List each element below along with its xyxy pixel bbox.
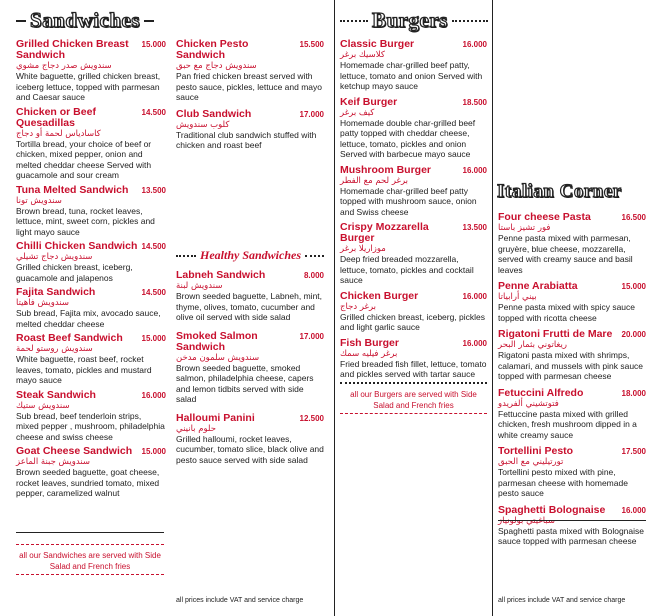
item-name: Four cheese Pasta <box>498 211 591 223</box>
italian-separator <box>498 520 646 521</box>
item-arabic: ريغاتوني بثمار البحر <box>498 340 568 350</box>
header-dash <box>16 20 26 22</box>
item-description: Penne pasta mixed with parmesan, gruyère, blue cheese, mozzarella, served with creamy sauce and basil leaves <box>498 233 633 275</box>
column-divider <box>334 0 335 616</box>
item-name: Fish Burger <box>340 336 399 349</box>
sandwiches-note: all our Sandwiches are served with Side Salad and French fries <box>19 551 161 571</box>
italian-header <box>497 181 647 203</box>
vat-footer: all prices include VAT and service charge <box>176 597 304 604</box>
column-divider <box>492 0 493 616</box>
item-name: Tortellini Pesto <box>498 445 574 457</box>
menu-item <box>16 333 166 386</box>
item-name: Fetuccini Alfredo <box>498 386 584 399</box>
menu-item <box>340 222 487 286</box>
item-price: 15.000 <box>141 334 166 343</box>
item-price: 16.000 <box>462 291 487 301</box>
healthy-header <box>176 248 324 263</box>
burgers-header <box>340 8 488 33</box>
item-name: Keif Burger <box>340 95 398 108</box>
item-arabic: سندويش لبنة <box>176 281 223 291</box>
item-arabic: سندويش جبنة الماعز <box>16 457 91 467</box>
item-description: Brown seeded baguette, smoked salmon, philadelphia cheese, capers and lemon tidbits served with side salad <box>176 362 314 404</box>
healthy-column <box>176 270 324 471</box>
item-price: 17.000 <box>299 109 324 119</box>
item-description: White baguette, roast beef, rocket leaves, tomato, pickles and mustard mayo sauce <box>16 354 152 385</box>
item-description: Homemade double char-grilled beef patty topped with cheddar cheese, lettuce, tomato, pickles and onion Served with barbecue mayo sauce <box>340 117 476 159</box>
menu-item <box>16 107 166 181</box>
menu-item <box>498 212 646 275</box>
item-arabic: برغر لحم مع الفطر <box>340 175 409 186</box>
menu-item <box>176 413 324 466</box>
menu-item <box>340 291 487 333</box>
sandwiches-header <box>16 8 166 33</box>
item-description: Traditional club sandwich stuffed with chicken and roast beef <box>176 129 317 150</box>
menu-item <box>16 185 166 238</box>
item-price: 17.000 <box>299 331 324 341</box>
item-arabic: موزاريلا برغر <box>340 244 386 254</box>
item-name: Classic Burger <box>340 38 415 50</box>
item-description: Spaghetti pasta mixed with Bolognaise sauce topped with parmesan cheese <box>498 525 645 546</box>
item-name: Roast Beef Sandwich <box>16 332 123 344</box>
item-arabic: كلوب سندويش <box>176 119 230 130</box>
header-dots <box>452 20 488 22</box>
item-description: Fettuccine pasta mixed with grilled chicken, fresh mushroom dipped in a white creamy sauce <box>498 408 637 440</box>
item-price: 18.000 <box>621 388 646 398</box>
item-price: 16.500 <box>621 213 646 222</box>
item-price: 16.000 <box>462 338 487 348</box>
item-arabic: فتوتشيني ألفريدو <box>498 398 559 409</box>
item-name: Halloumi Panini <box>176 411 255 424</box>
menu-item <box>340 338 487 380</box>
menu-item <box>340 39 487 92</box>
item-price: 8.000 <box>303 271 324 280</box>
menu-item <box>340 97 487 160</box>
item-description: Pan fried chicken breast served with pesto sauce, pickles, lettuce and mayo sauce <box>176 71 322 102</box>
menu-item <box>176 331 324 405</box>
note-dotted-separator <box>340 382 487 384</box>
item-name: Mushroom Burger <box>340 163 432 176</box>
item-arabic: سندويش دجاج مع حبق <box>176 61 257 71</box>
menu-item <box>16 390 166 443</box>
item-arabic: كيف برغر <box>340 107 375 118</box>
item-name: Labneh Sandwich <box>176 269 266 281</box>
menu-item <box>176 39 324 103</box>
item-description: Homemade char-grilled beef patty, lettuce, tomato and onion Served with ketchup mayo sauce <box>340 60 483 91</box>
item-name: Chicken Pesto Sandwich <box>176 38 249 61</box>
menu-item <box>176 270 324 323</box>
item-price: 15.500 <box>299 40 324 49</box>
item-name: Spaghetti Bolognaise <box>498 503 606 516</box>
item-name: Fajita Sandwich <box>16 286 96 298</box>
item-name: Goat Cheese Sandwich <box>16 445 133 457</box>
item-name: Club Sandwich <box>176 107 252 120</box>
item-description: Brown bread, tuna, rocket leaves, lettuce, mint, sweet corn, pickles and light mayo sauce <box>16 205 155 237</box>
note-dashed-separator <box>16 574 164 575</box>
menu-item <box>16 39 166 103</box>
item-price: 13.500 <box>462 223 487 232</box>
item-description: Rigatoni pasta mixed with shrimps, calamari, and mussels with pink sauce topped with parmesan cheese <box>498 350 644 381</box>
item-arabic: برغر دجاج <box>340 301 377 312</box>
item-price: 15.000 <box>621 282 646 291</box>
item-price: 13.500 <box>141 185 166 195</box>
item-name: Chicken Burger <box>340 289 419 302</box>
item-description: Grilled chicken breast, iceberg, guacamole and jalapenos <box>16 262 133 283</box>
item-description: Grilled halloumi, rocket leaves, cucumber, tomato slice, black olive and pesto sauce served with side salad <box>176 433 324 465</box>
vat-footer: all prices include VAT and service charge <box>498 597 626 604</box>
menu-item <box>176 109 324 151</box>
item-arabic: سندويش فاهيتا <box>16 298 70 308</box>
item-price: 16.000 <box>621 505 646 515</box>
item-description: Penne pasta mixed with spicy sauce topped with ricotta cheese <box>498 302 636 323</box>
item-arabic: تورتيليني مع الحبق <box>498 457 564 467</box>
item-description: Sub bread, Fajita mix, avocado sauce, melted cheddar cheese <box>16 308 161 329</box>
item-arabic: برغر فيليه سمك <box>340 348 398 359</box>
item-price: 14.500 <box>141 242 166 251</box>
sandwiches-title: Sandwiches <box>30 8 141 32</box>
menu-item <box>340 165 487 218</box>
item-arabic: سندويش سلمون مدخن <box>176 352 260 363</box>
item-price: 18.500 <box>462 97 487 107</box>
note-dashed-separator <box>340 413 487 414</box>
item-name: Grilled Chicken Breast Sandwich <box>16 38 129 61</box>
item-price: 17.500 <box>621 447 646 456</box>
item-description: Fried breaded fish fillet, lettuce, tomato and pickles served with tartar sauce <box>340 358 487 379</box>
item-arabic: كاسادياس لحمة أو دجاج <box>16 128 101 139</box>
burgers-column <box>340 39 487 386</box>
item-description: Homemade char-grilled beef patty topped with mushroom sauce, onion and Swiss cheese <box>340 185 477 217</box>
item-description: Tortilla bread, your choice of beef or chicken, mixed pepper, onion and melted cheddar cheese Served with guacamole and sour cream <box>16 138 152 180</box>
item-description: Sub bread, beef tenderloin strips, mixed pepper , mushroom, philadelphia cheese and swiss cheese <box>16 410 165 442</box>
healthy-title: Healthy Sandwiches <box>200 248 302 262</box>
item-arabic: سندويش ستيك <box>16 400 70 411</box>
item-arabic: فور تشيز باستا <box>498 223 551 233</box>
item-name: Steak Sandwich <box>16 388 96 401</box>
item-description: Deep fried breaded mozzarella, lettuce, tomato, pickles and cocktail sauce <box>340 254 474 285</box>
item-price: 14.500 <box>141 107 166 117</box>
item-price: 20.000 <box>621 330 646 339</box>
item-name: Crispy Mozzarella Burger <box>340 221 429 244</box>
item-arabic: بيني أرابياتا <box>498 292 537 302</box>
italian-column <box>498 212 646 553</box>
sandwiches-column-2 <box>176 39 324 157</box>
menu-item <box>498 281 646 323</box>
item-description: Tortellini pesto mixed with pine, parmesan cheese with homemade pesto sauce <box>498 467 628 498</box>
header-dots <box>176 255 196 257</box>
sandwiches-column-1 <box>16 39 166 503</box>
item-name: Chicken or Beef Quesadillas <box>16 105 96 129</box>
header-dots <box>305 255 324 257</box>
note-separator <box>16 532 164 533</box>
menu-item <box>16 446 166 499</box>
menu-item <box>498 446 646 499</box>
menu-item <box>16 287 166 329</box>
header-dots <box>340 20 368 22</box>
item-name: Rigatoni Frutti de Mare <box>498 328 613 340</box>
item-description: Brown seeded baguette, goat cheese, rocket leaves, sundried tomato, mixed pepper, caramelized walnut <box>16 467 160 498</box>
item-description: White baguette, grilled chicken breast, iceberg lettuce, topped with parmesan and Caesar sauce <box>16 71 161 102</box>
item-price: 16.000 <box>462 40 487 49</box>
item-name: Chilli Chicken Sandwich <box>16 240 138 252</box>
item-arabic: سندويش صدر دجاج مشوي <box>16 61 112 71</box>
header-dash <box>144 20 154 22</box>
item-price: 16.000 <box>141 390 166 400</box>
item-price: 12.500 <box>299 413 324 423</box>
item-arabic: سندويش دجاج تشيلي <box>16 252 93 262</box>
burgers-note: all our Burgers are served with Side Salad and French fries <box>350 390 477 410</box>
note-dashed-separator <box>16 544 164 545</box>
item-arabic: كلاسيك برغر <box>340 50 385 60</box>
menu-item <box>16 241 166 283</box>
item-description: Grilled chicken breast, iceberg, pickles and light garlic sauce <box>340 311 486 332</box>
item-name: Tuna Melted Sandwich <box>16 183 129 196</box>
italian-title: Italian Corner <box>497 181 622 202</box>
menu-item <box>498 505 646 547</box>
item-arabic: سندويش تونا <box>16 195 62 206</box>
item-arabic: حلوم بانيني <box>176 423 216 434</box>
item-price: 15.000 <box>141 40 166 49</box>
item-price: 16.000 <box>462 165 487 175</box>
menu-item <box>498 388 646 441</box>
menu-item <box>498 329 646 382</box>
item-arabic: سندويش روستو لحمة <box>16 344 93 354</box>
item-name: Smoked Salmon Sandwich <box>176 329 258 353</box>
item-description: Brown seeded baguette, Labneh, mint, thyme, olives, tomato, cucumber and olive oil served with side salad <box>176 291 323 322</box>
burgers-title: Burgers <box>372 8 448 32</box>
item-name: Penne Arabiatta <box>498 280 578 292</box>
item-price: 15.000 <box>141 447 166 456</box>
item-price: 14.500 <box>141 288 166 297</box>
